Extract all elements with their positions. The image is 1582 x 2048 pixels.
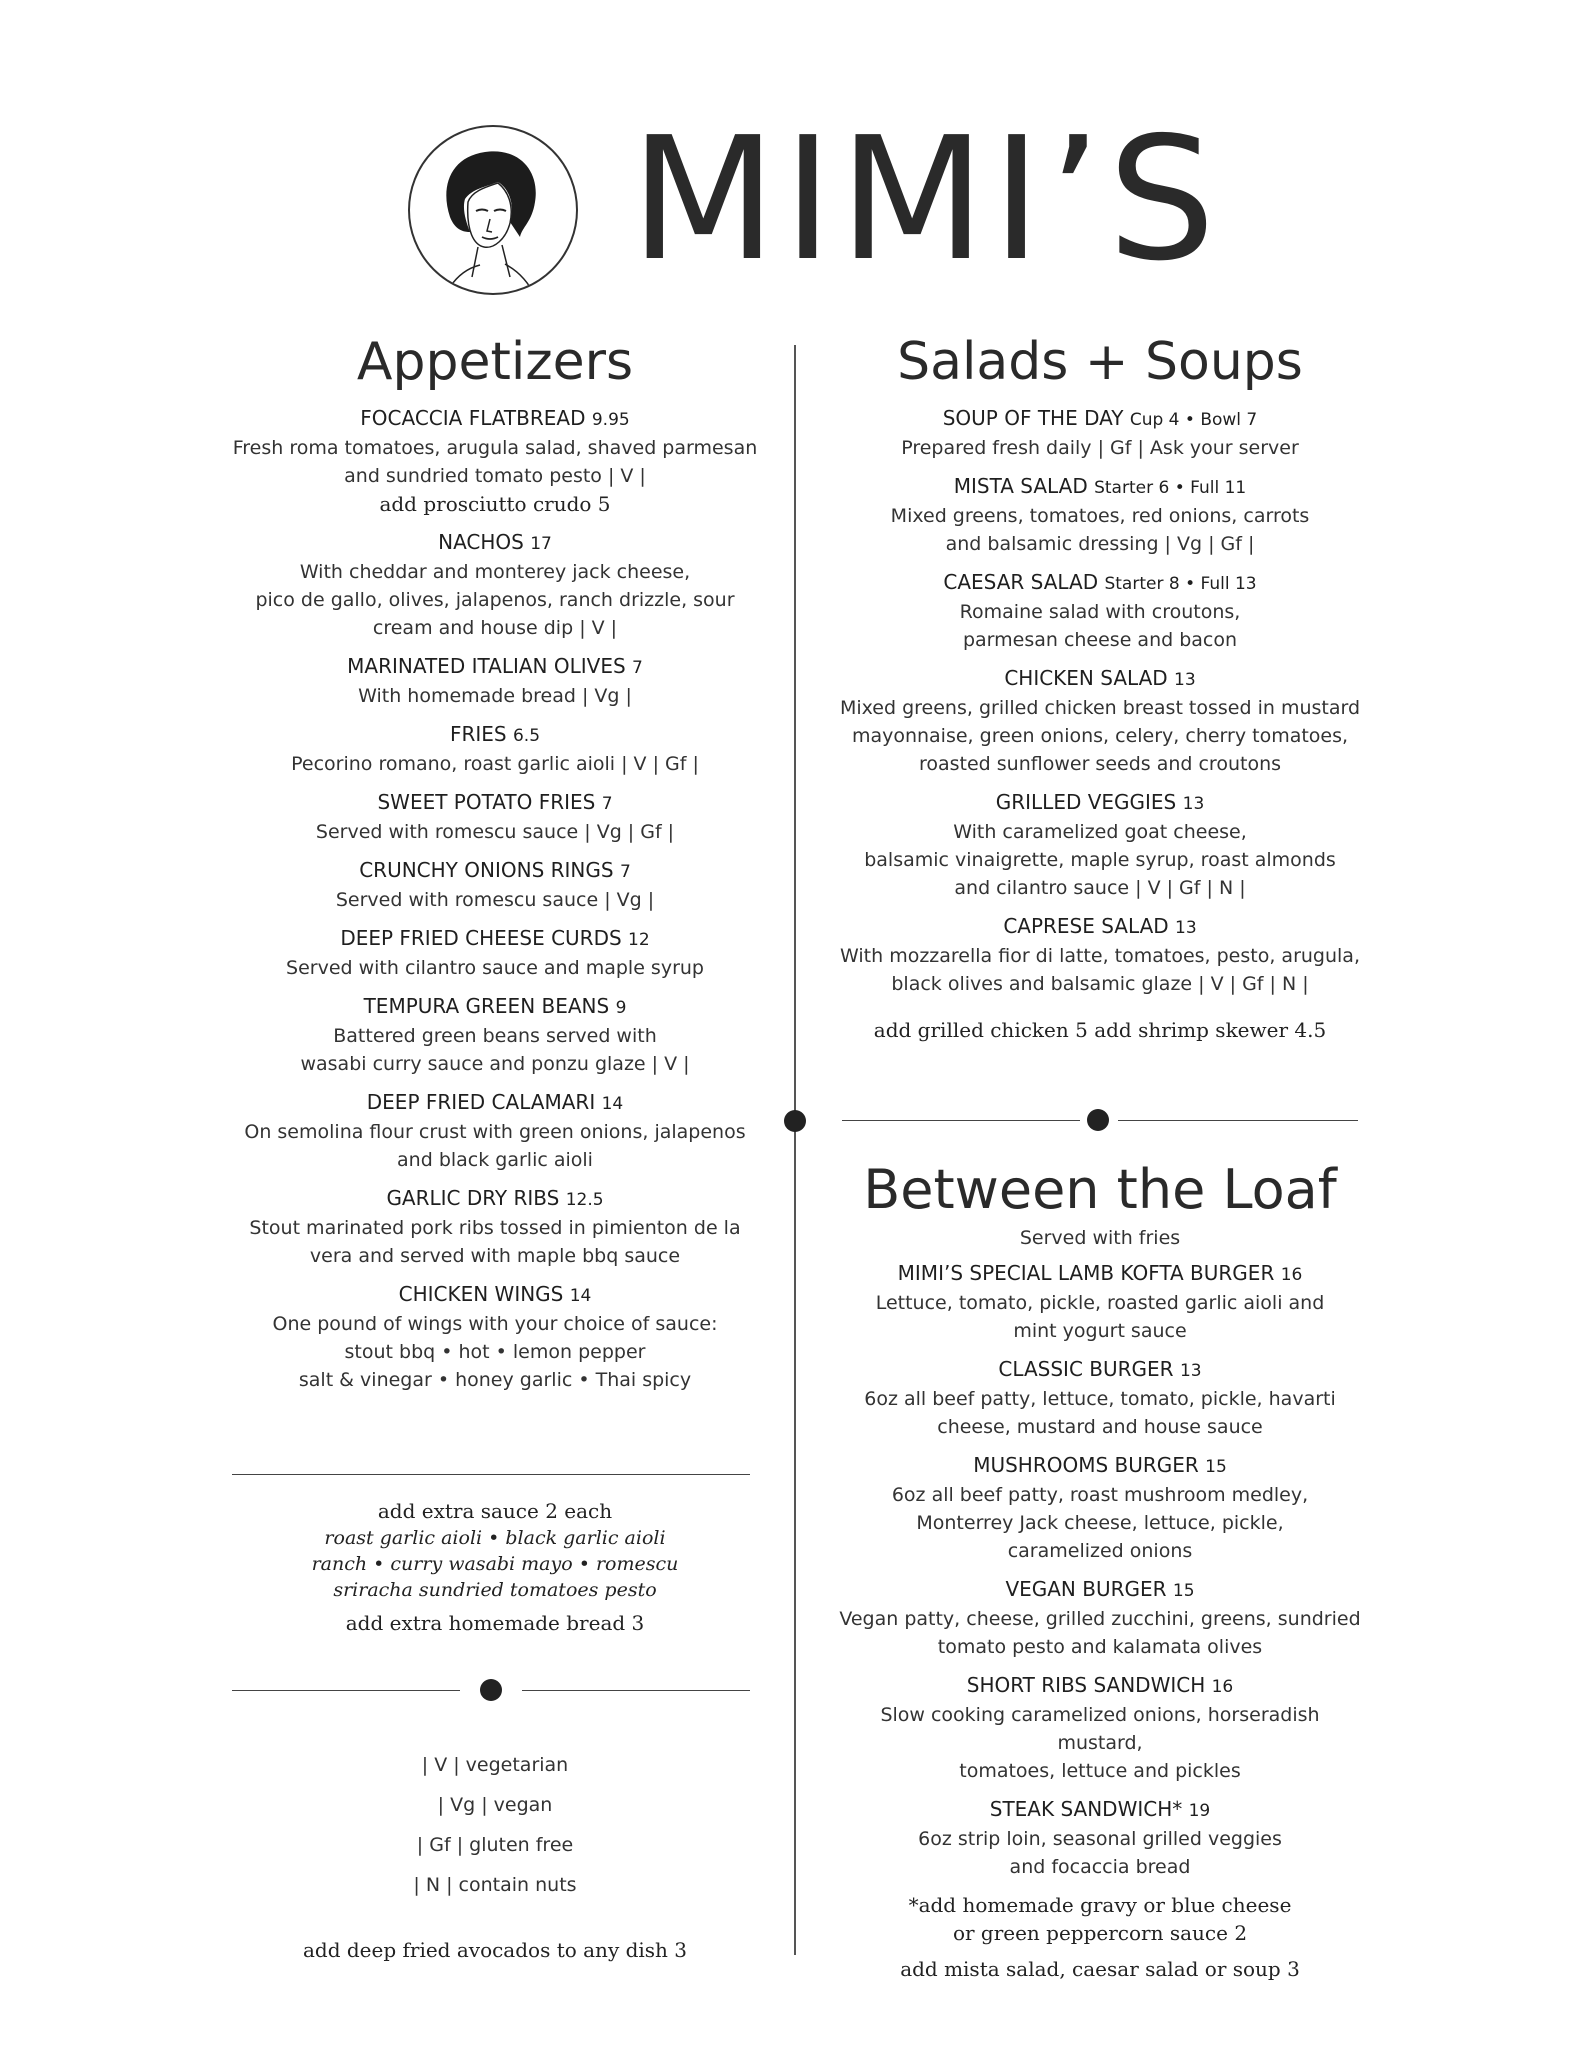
item-name: CHICKEN WINGS <box>398 1282 564 1306</box>
legend-divider-right <box>522 1690 750 1691</box>
item-desc: tomato pesto and kalamata olives <box>937 1636 1263 1658</box>
sauce-list-line: roast garlic aioli • black garlic aioli <box>324 1527 666 1549</box>
item-price: 19 <box>1188 1801 1211 1821</box>
loaf-addon: *add homemade gravy or blue cheese <box>908 1893 1292 1917</box>
item-desc: Vegan patty, cheese, grilled zucchini, greens, sundried <box>839 1608 1361 1630</box>
item-name: DEEP FRIED CALAMARI <box>366 1090 596 1114</box>
item-price: 13 <box>1175 918 1197 938</box>
item-name: VEGAN BURGER <box>1005 1577 1167 1601</box>
item-price: 9 <box>615 998 627 1018</box>
divider-dot <box>784 1110 806 1132</box>
item-desc: 6oz all beef patty, lettuce, tomato, pickle, havarti <box>864 1388 1336 1410</box>
item-desc: Monterrey Jack cheese, lettuce, pickle, <box>916 1512 1284 1534</box>
item-price: 12 <box>628 930 650 950</box>
item-desc: Served with romescu sauce | Vg | Gf | <box>315 821 675 843</box>
item-desc: mint yogurt sauce <box>1013 1320 1187 1342</box>
item-price: 15 <box>1172 1581 1195 1601</box>
item-name: CRUNCHY ONIONS RINGS <box>359 858 614 882</box>
salad-addon: add grilled chicken 5 add shrimp skewer 4.5 <box>873 1018 1327 1042</box>
item-desc: balsamic vinaigrette, maple syrup, roast almonds <box>864 849 1336 871</box>
item-desc: With caramelized goat cheese, <box>953 821 1247 843</box>
item-name: CAPRESE SALAD <box>1003 914 1169 938</box>
item-price: 13 <box>1179 1361 1202 1381</box>
loaf-divider-right <box>1118 1120 1358 1121</box>
sauce-list-line: ranch • curry wasabi mayo • romescu <box>311 1553 679 1575</box>
item-desc: Mixed greens, grilled chicken breast tossed in mustard <box>839 697 1361 719</box>
item-price: 15 <box>1205 1457 1227 1477</box>
portrait-logo <box>408 125 578 295</box>
menu-item <box>835 912 1365 998</box>
item-desc: Served with cilantro sauce and maple syrup <box>286 957 704 979</box>
item-desc: and balsamic dressing | Vg | Gf | <box>945 533 1255 555</box>
item-price: 7 <box>601 794 613 814</box>
item-desc: With homemade bread | Vg | <box>358 685 632 707</box>
menu-item <box>225 652 765 710</box>
menu-item <box>225 720 765 778</box>
menu-item <box>835 1451 1365 1565</box>
loaf-addon: or green peppercorn sauce 2 <box>952 1921 1248 1945</box>
item-name: GRILLED VEGGIES <box>995 790 1177 814</box>
item-desc: Mixed greens, tomatoes, red onions, carrots <box>890 505 1310 527</box>
item-desc: and black garlic aioli <box>397 1149 593 1171</box>
item-desc: and focaccia bread <box>1009 1856 1191 1878</box>
item-name: MARINATED ITALIAN OLIVES <box>347 654 626 678</box>
item-desc: salt & vinegar • honey garlic • Thai spicy <box>298 1369 692 1391</box>
salads-title: Salads + Soups <box>897 332 1303 392</box>
menu-item <box>225 404 765 518</box>
item-price: 14 <box>601 1094 624 1114</box>
appetizers-section <box>225 332 765 1404</box>
item-name: STEAK SANDWICH* <box>989 1797 1183 1821</box>
menu-item <box>835 1259 1365 1345</box>
loaf-divider-left <box>842 1120 1080 1121</box>
menu-item <box>835 568 1365 654</box>
item-desc: Pecorino romano, roast garlic aioli | V | Gf | <box>291 753 699 775</box>
item-price: 16 <box>1211 1677 1234 1697</box>
item-name: MISTA SALAD <box>953 474 1088 498</box>
item-desc: pico de gallo, olives, jalapenos, ranch drizzle, sour <box>255 589 735 611</box>
item-price: 7 <box>632 658 643 678</box>
menu-item <box>225 856 765 914</box>
sauce-divider <box>232 1474 750 1475</box>
item-desc: Battered green beans served with <box>333 1025 657 1047</box>
item-desc: On semolina flour crust with green onions, jalapenos <box>244 1121 746 1143</box>
item-name: GARLIC DRY RIBS <box>386 1186 560 1210</box>
legend-divider-dot <box>480 1679 502 1701</box>
item-price: 13 <box>1182 794 1205 814</box>
item-desc: mayonnaise, green onions, celery, cherry tomatoes, <box>851 725 1349 747</box>
item-price: 16 <box>1280 1265 1303 1285</box>
item-name: TEMPURA GREEN BEANS <box>363 994 610 1018</box>
menu-item <box>835 1355 1365 1441</box>
item-desc: and sundried tomato pesto | V | <box>344 465 646 487</box>
item-name: MIMI’S SPECIAL LAMB KOFTA BURGER <box>897 1261 1275 1285</box>
loaf-section <box>835 1158 1365 1983</box>
item-desc: cream and house dip | V | <box>372 617 618 639</box>
item-name: DEEP FRIED CHEESE CURDS <box>340 926 622 950</box>
header <box>0 100 1582 300</box>
menu-item <box>835 664 1365 778</box>
menu-item <box>835 472 1365 558</box>
loaf-subtitle: Served with fries <box>1019 1227 1181 1249</box>
item-desc: 6oz strip loin, seasonal grilled veggies <box>918 1828 1282 1850</box>
legend-vegan: | Vg | vegan <box>437 1794 553 1816</box>
item-name: CLASSIC BURGER <box>998 1357 1174 1381</box>
item-price: 14 <box>569 1286 592 1306</box>
item-desc: black olives and balsamic glaze | V | Gf | N | <box>891 973 1309 995</box>
menu-item <box>835 404 1365 462</box>
item-desc: Served with romescu sauce | Vg | <box>335 889 655 911</box>
item-desc: With cheddar and monterey jack cheese, <box>299 561 691 583</box>
item-name: SWEET POTATO FRIES <box>377 790 596 814</box>
item-desc: parmesan cheese and bacon <box>962 629 1238 651</box>
item-name: NACHOS <box>438 530 524 554</box>
item-desc: Lettuce, tomato, pickle, roasted garlic aioli and <box>875 1292 1325 1314</box>
item-name: FRIES <box>449 722 507 746</box>
legend-vegetarian: | V | vegetarian <box>421 1754 569 1776</box>
legend-gluten-free: | Gf | gluten free <box>416 1834 574 1856</box>
legend-nuts: | N | contain nuts <box>413 1874 577 1896</box>
menu-item <box>835 1671 1365 1785</box>
item-desc: One pound of wings with your choice of sauce: <box>272 1313 718 1335</box>
item-price: Cup 4 • Bowl 7 <box>1129 410 1258 430</box>
item-desc: cheese, mustard and house sauce <box>937 1416 1263 1438</box>
salads-section <box>835 332 1365 1044</box>
item-addon: add prosciutto crudo 5 <box>379 492 611 516</box>
menu-item <box>225 788 765 846</box>
menu-item <box>225 1088 765 1174</box>
menu-item <box>225 1184 765 1270</box>
loaf-divider-dot <box>1087 1109 1109 1131</box>
item-price: 12.5 <box>565 1190 604 1210</box>
item-desc: tomatoes, lettuce and pickles <box>959 1760 1241 1782</box>
extra-sauce-block <box>225 1497 765 1637</box>
dietary-legend <box>225 1745 765 1905</box>
item-price: 13 <box>1174 670 1196 690</box>
menu-item <box>225 1280 765 1394</box>
loaf-title: Between the Loaf <box>863 1158 1337 1221</box>
item-desc: Romaine salad with croutons, <box>959 601 1241 623</box>
menu-item <box>835 788 1365 902</box>
menu-item <box>225 528 765 642</box>
item-desc: stout bbq • hot • lemon pepper <box>344 1341 646 1363</box>
avocado-addon: add deep fried avocados to any dish 3 <box>302 1938 688 1962</box>
loaf-addon: add mista salad, caesar salad or soup 3 <box>900 1957 1300 1981</box>
item-price: 7 <box>619 862 631 882</box>
item-name: FOCACCIA FLATBREAD <box>360 406 586 430</box>
item-desc: wasabi curry sauce and ponzu glaze | V | <box>300 1053 690 1075</box>
item-desc: Slow cooking caramelized onions, horseradish mustard, <box>880 1704 1320 1754</box>
item-price: Starter 8 • Full 13 <box>1104 574 1257 594</box>
menu-item <box>225 992 765 1078</box>
item-price: Starter 6 • Full 11 <box>1094 478 1247 498</box>
item-price: 6.5 <box>512 726 541 746</box>
item-desc: With mozzarella fior di latte, tomatoes, pesto, arugula, <box>840 945 1360 967</box>
item-desc: caramelized onions <box>1007 1540 1193 1562</box>
item-desc: and cilantro sauce | V | Gf | N | <box>954 877 1246 899</box>
legend-divider-left <box>232 1690 460 1691</box>
item-name: CAESAR SALAD <box>943 570 1099 594</box>
item-desc: roasted sunflower seeds and croutons <box>918 753 1282 775</box>
sauce-list-line: sriracha sundried tomatoes pesto <box>333 1579 657 1601</box>
item-price: 17 <box>530 534 552 554</box>
extra-sauce-line: add extra sauce 2 each <box>377 1499 613 1523</box>
item-desc: vera and served with maple bbq sauce <box>309 1245 681 1267</box>
menu-item <box>225 924 765 982</box>
column-divider <box>794 345 796 1955</box>
menu-item <box>835 1575 1365 1661</box>
item-desc: Fresh roma tomatoes, arugula salad, shaved parmesan <box>232 437 758 459</box>
brand-title: MIMI’S <box>630 101 1222 299</box>
item-desc: Prepared fresh daily | Gf | Ask your server <box>901 437 1299 459</box>
item-name: MUSHROOMS BURGER <box>973 1453 1199 1477</box>
item-desc: Stout marinated pork ribs tossed in pimienton de la <box>249 1217 741 1239</box>
item-desc: 6oz all beef patty, roast mushroom medley, <box>891 1484 1309 1506</box>
item-name: CHICKEN SALAD <box>1004 666 1168 690</box>
item-name: SHORT RIBS SANDWICH <box>966 1673 1206 1697</box>
appetizers-title: Appetizers <box>356 332 634 392</box>
extra-bread-line: add extra homemade bread 3 <box>345 1611 645 1635</box>
item-price: 9.95 <box>591 410 630 430</box>
item-name: SOUP OF THE DAY <box>942 406 1124 430</box>
menu-item <box>835 1795 1365 1881</box>
